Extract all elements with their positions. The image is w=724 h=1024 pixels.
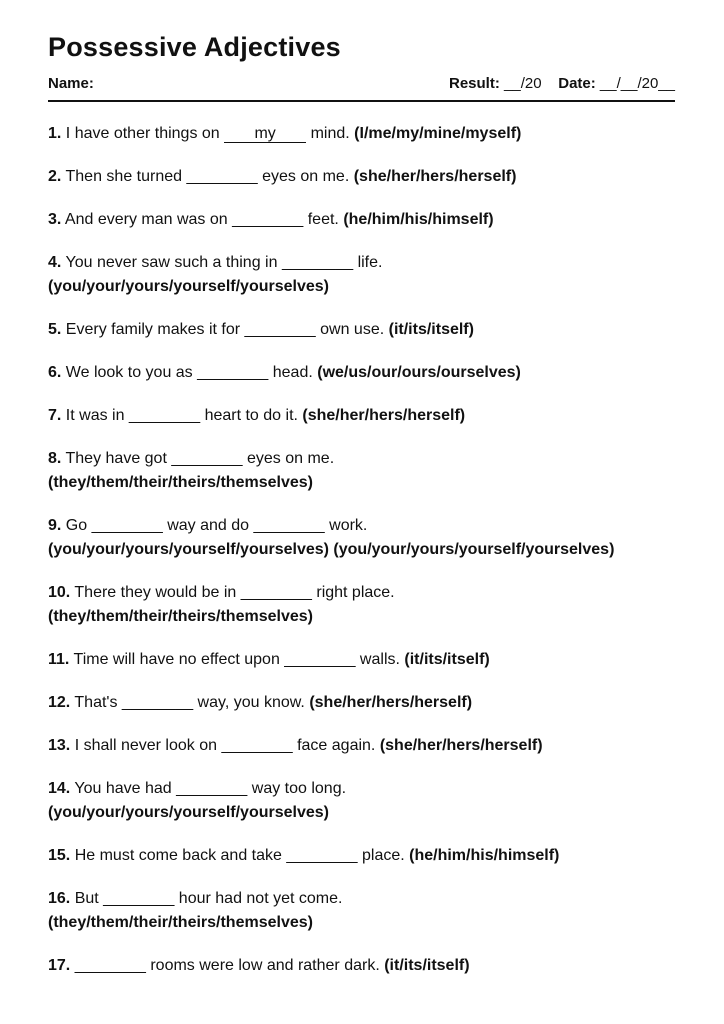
question-9 <box>48 514 718 562</box>
question-number: 17. <box>48 957 71 974</box>
question-list <box>48 122 718 978</box>
question-text: But ________ hour had not yet come. <box>74 890 343 907</box>
worksheet-title: Possessive Adjectives <box>48 32 341 62</box>
question-number: 10. <box>48 584 71 601</box>
question-options: (it/its/itself) <box>388 321 474 338</box>
question-text: Time will have no effect upon ________ walls. <box>73 651 400 668</box>
question-options: (we/us/our/ours/ourselves) <box>317 364 521 381</box>
question-13 <box>48 734 718 758</box>
question-options: (she/her/hers/herself) <box>379 737 543 754</box>
name-label: Name: <box>48 75 94 92</box>
question-15 <box>48 844 718 868</box>
question-number: 13. <box>48 737 71 754</box>
question-number: 8. <box>48 450 62 467</box>
question-text: He must come back and take ________ place. <box>74 847 405 864</box>
question-11 <box>48 648 718 672</box>
question-options: (you/your/yours/yourself/yourselves) (you/your/yours/yourself/yourselves) <box>48 541 615 558</box>
question-number: 9. <box>48 517 62 534</box>
question-text-after: mind. <box>310 125 350 142</box>
question-options: (she/her/hers/herself) <box>302 407 466 424</box>
question-options: (she/her/hers/herself) <box>353 168 517 185</box>
question-5 <box>48 318 718 342</box>
question-options: (they/them/their/theirs/themselves) <box>48 608 313 625</box>
date-field: __/__/20__ <box>599 75 675 92</box>
question-14 <box>48 777 718 825</box>
question-text: There they would be in ________ right place. <box>74 584 395 601</box>
question-text: Every family makes it for ________ own use. <box>65 321 385 338</box>
question-3 <box>48 208 718 232</box>
question-number: 3. <box>48 211 62 228</box>
question-number: 11. <box>48 651 70 668</box>
question-number: 12. <box>48 694 71 711</box>
question-number: 16. <box>48 890 71 907</box>
question-number: 14. <box>48 780 71 797</box>
question-text: Go ________ way and do ________ work. <box>65 517 368 534</box>
question-17 <box>48 954 718 978</box>
question-7 <box>48 404 718 428</box>
question-options: (he/him/his/himself) <box>409 847 560 864</box>
question-text: And every man was on ________ feet. <box>64 211 339 228</box>
question-1 <box>48 122 718 146</box>
question-options: (I/me/my/mine/myself) <box>354 125 522 142</box>
question-text-before: I have other things on <box>65 125 220 142</box>
date-label: Date: <box>558 75 596 92</box>
question-number: 4. <box>48 254 62 271</box>
question-text: We look to you as ________ head. <box>65 364 313 381</box>
question-text: That's ________ way, you know. <box>74 694 305 711</box>
question-number: 7. <box>48 407 62 424</box>
question-options: (you/your/yours/yourself/yourselves) <box>48 278 329 295</box>
question-options: (you/your/yours/yourself/yourselves) <box>48 804 329 821</box>
question-16 <box>48 887 718 935</box>
result-date-fields <box>449 75 675 92</box>
question-2 <box>48 165 718 189</box>
question-options: (they/them/their/theirs/themselves) <box>48 914 313 931</box>
question-options: (it/its/itself) <box>384 957 470 974</box>
question-8 <box>48 447 718 495</box>
question-options: (it/its/itself) <box>404 651 490 668</box>
question-number: 5. <box>48 321 62 338</box>
question-text: ________ rooms were low and rather dark. <box>74 957 380 974</box>
header-divider <box>48 100 675 102</box>
question-12 <box>48 691 718 715</box>
question-number: 1. <box>48 125 62 142</box>
question-6 <box>48 361 718 385</box>
question-number: 2. <box>48 168 62 185</box>
question-text: It was in ________ heart to do it. <box>65 407 298 424</box>
result-field: __/20 <box>504 75 542 92</box>
question-options: (they/them/their/theirs/themselves) <box>48 474 313 491</box>
question-4 <box>48 251 718 299</box>
question-text: You never saw such a thing in ________ life. <box>65 254 383 271</box>
question-text: They have got ________ eyes on me. <box>65 450 335 467</box>
answer-blank: my <box>224 126 306 143</box>
question-number: 6. <box>48 364 62 381</box>
question-options: (she/her/hers/herself) <box>309 694 473 711</box>
question-options: (he/him/his/himself) <box>343 211 494 228</box>
question-number: 15. <box>48 847 71 864</box>
question-text: I shall never look on ________ face again. <box>74 737 376 754</box>
question-10 <box>48 581 718 629</box>
result-label: Result: <box>449 75 500 92</box>
question-text: Then she turned ________ eyes on me. <box>65 168 350 185</box>
question-text: You have had ________ way too long. <box>74 780 347 797</box>
